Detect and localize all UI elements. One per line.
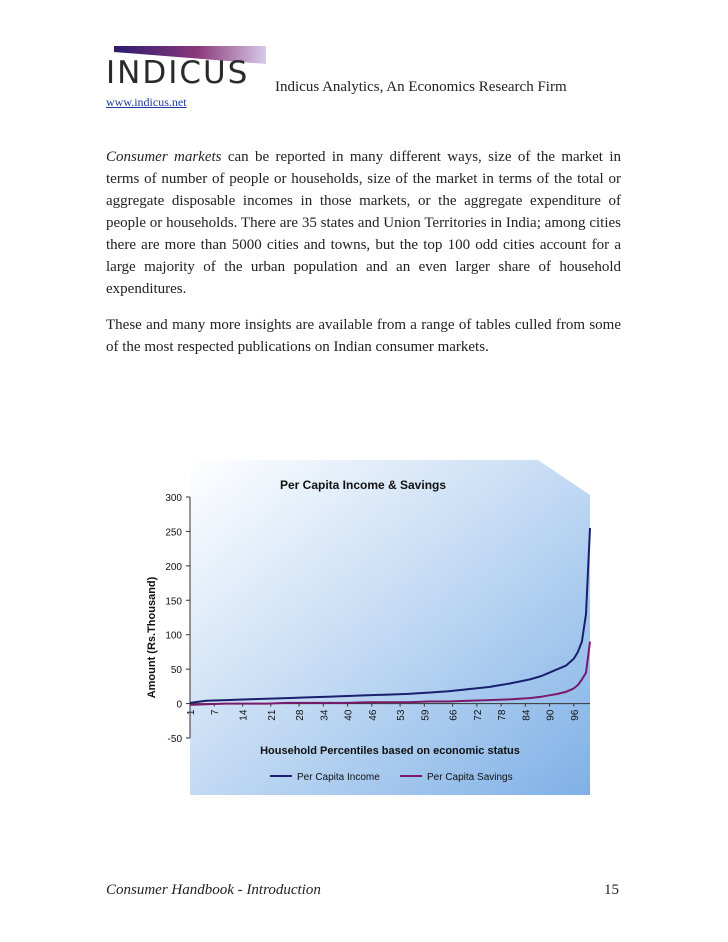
x-tick-label: 46	[367, 709, 379, 721]
x-tick-label: 84	[521, 709, 533, 721]
x-tick-label: 40	[343, 709, 355, 721]
paragraph-text: can be reported in many different ways, size of the market in terms of number of people or households, size of the market in terms of the total or aggregate disposable incomes in those markets, or the aggregate expenditure of people or households. There are 35 states and Union Territories in India; among cities there are more than 5000 cities and towns, but the top 100 odd cities account for a large majority of the urban population and an even larger share of household expenditures.	[106, 149, 621, 297]
page-number: 15	[604, 882, 619, 898]
paragraph-consumer-markets	[106, 146, 621, 300]
y-tick-label: 250	[165, 527, 182, 539]
x-tick-label: 72	[472, 709, 484, 721]
footer-title: Consumer Handbook - Introduction	[106, 882, 321, 898]
x-tick-label: 14	[238, 709, 250, 721]
x-tick-label: 66	[448, 709, 460, 721]
x-tick-label: 21	[266, 709, 278, 721]
logo-wordmark: INDICUS	[106, 55, 250, 91]
y-tick-label: 150	[165, 596, 182, 608]
y-tick-label: -50	[167, 734, 182, 745]
y-tick-label: 100	[165, 630, 182, 642]
x-tick-label: 59	[420, 709, 432, 721]
x-tick-label: 34	[319, 709, 331, 721]
legend-label: Per Capita Savings	[427, 772, 513, 783]
y-tick-label: 200	[165, 561, 182, 573]
x-tick-label: 90	[545, 709, 557, 721]
x-tick-label: 7	[210, 709, 222, 716]
y-tick-label: 0	[176, 699, 182, 711]
x-tick-label: 53	[396, 709, 408, 721]
y-tick-label: 300	[165, 493, 182, 504]
emphasis-consumer-markets: Consumer markets	[106, 149, 222, 165]
legend-label: Per Capita Income	[297, 772, 380, 783]
paragraph-insights: These and many more insights are available from a range of tables culled from some of the most respected publications on Indian consumer markets.	[106, 317, 621, 355]
x-tick-label: 28	[295, 709, 307, 721]
header-tagline: Indicus Analytics, An Economics Research Firm	[275, 79, 567, 95]
y-axis-label: Amount (Rs.Thousand)	[146, 576, 158, 699]
y-tick-label: 50	[170, 665, 182, 677]
x-tick-label: 78	[497, 709, 509, 721]
x-axis-label: Household Percentiles based on economic status	[260, 745, 520, 757]
x-tick-label: 1	[186, 709, 197, 716]
website-link[interactable]: www.indicus.net	[106, 95, 187, 109]
income-savings-chart	[128, 455, 618, 795]
x-tick-label: 96	[569, 709, 581, 721]
chart-title: Per Capita Income & Savings	[279, 478, 447, 492]
